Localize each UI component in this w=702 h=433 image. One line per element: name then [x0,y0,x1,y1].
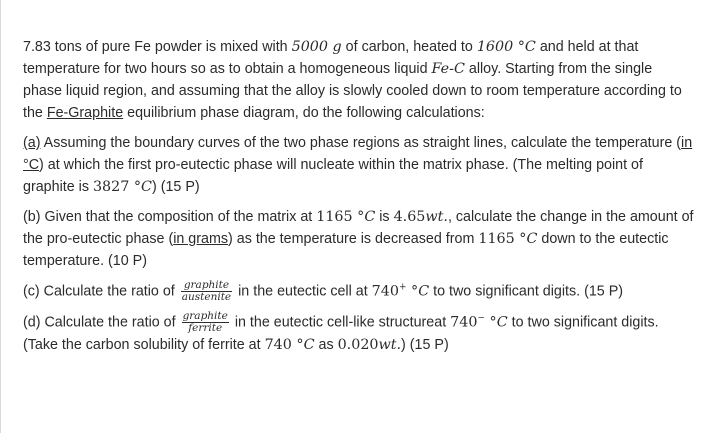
question-text: ) at which the first pro-eutectic phase will nucleate within the matrix phase. (The melting point of graphite is [23,157,643,195]
hold-temperature: 1600 °C [476,39,536,55]
question-label: (a) [23,135,41,151]
math-value: 0.020 [337,337,379,353]
superscript: + [398,282,407,293]
degree-symbol: ° [291,337,304,353]
question-points: to two significant digits. (15 P) [429,283,624,300]
math-unit: C [141,179,152,195]
question-points: down to the eutectic temperature. (10 P) [23,231,669,269]
degree-symbol: ° [406,283,419,300]
intro-paragraph [23,36,695,124]
question-text: Calculate the ratio of [40,314,180,331]
question-text: Calculate the ratio of [39,283,179,300]
problem-text [23,36,695,364]
alloy-name: Fe-C [431,61,465,77]
degree-symbol: ° [129,179,142,195]
question-text: ) as the temperature is decreased from [228,231,479,247]
math-unit: C [496,314,508,331]
intro-text: of carbon, heated to [341,39,477,55]
math-unit: C [418,283,430,300]
intro-text: and held at that temperature for two hours so as to obtain a homogeneous liquid [23,39,639,77]
question-b [23,206,695,272]
math-unit: C [303,337,315,353]
question-a [23,132,695,198]
question-text: in the eutectic cell-like structureat [230,314,451,331]
math-value: 740 [264,337,292,353]
question-text: as [314,337,338,353]
degree-symbol: ° [514,231,527,247]
question-text: in the eutectic cell at [234,283,372,300]
math-unit: C [526,231,538,247]
question-label: (d) [23,314,41,331]
math-unit: C [364,209,376,225]
question-c [23,280,695,303]
math-unit: wt. [378,337,402,353]
math-value: 1165 [478,231,515,247]
degree-symbol: ° [352,209,365,225]
fraction-denominator: austenite [181,291,232,303]
ratio-fraction [182,311,229,334]
math-unit: wt. [425,209,448,225]
question-text: to two significant digits. (Take the carbon solubility of ferrite at [23,314,659,353]
math-value: 740 [450,314,478,331]
math-value: 740 [371,283,399,300]
question-points: ) (15 P) [151,179,200,195]
fe-graphite-link[interactable]: Fe-Graphite [46,105,124,121]
unit-hint: in °C [23,135,693,173]
question-d [23,311,695,356]
question-label: (b) [23,209,41,225]
unit-hint: in grams [173,231,229,247]
question-points: ) (15 P) [401,337,449,353]
fraction-numerator: graphite [181,280,232,292]
superscript: − [477,313,485,324]
question-text: Assuming the boundary curves of the two phase regions as straight lines, [40,135,507,151]
fraction-denominator: ferrite [188,322,223,334]
intro-text: 7.83 tons of pure Fe powder is mixed with [23,39,292,55]
intro-text: alloy. Starting from the single phase liquid region, and assuming that the alloy is slowly cooled down to room temperature according to the [23,61,682,121]
question-text: is [375,209,394,225]
intro-text: equilibrium phase diagram, do the following calculations: [123,105,485,121]
question-text: calculate the temperature ( [506,135,682,151]
carbon-mass: 5000 g [291,39,342,55]
question-label: (c) [23,283,40,300]
degree-symbol: ° [485,314,497,331]
math-value: 1165 [316,209,353,225]
math-value: 4.65 [393,209,426,225]
ratio-fraction [181,280,232,303]
question-text: , calculate the change in the amount of the pro-eutectic phase ( [23,209,694,247]
fraction-numerator: graphite [182,310,228,322]
question-text: Given that the composition of the matrix at [40,209,317,225]
math-value: 3827 [92,179,130,195]
